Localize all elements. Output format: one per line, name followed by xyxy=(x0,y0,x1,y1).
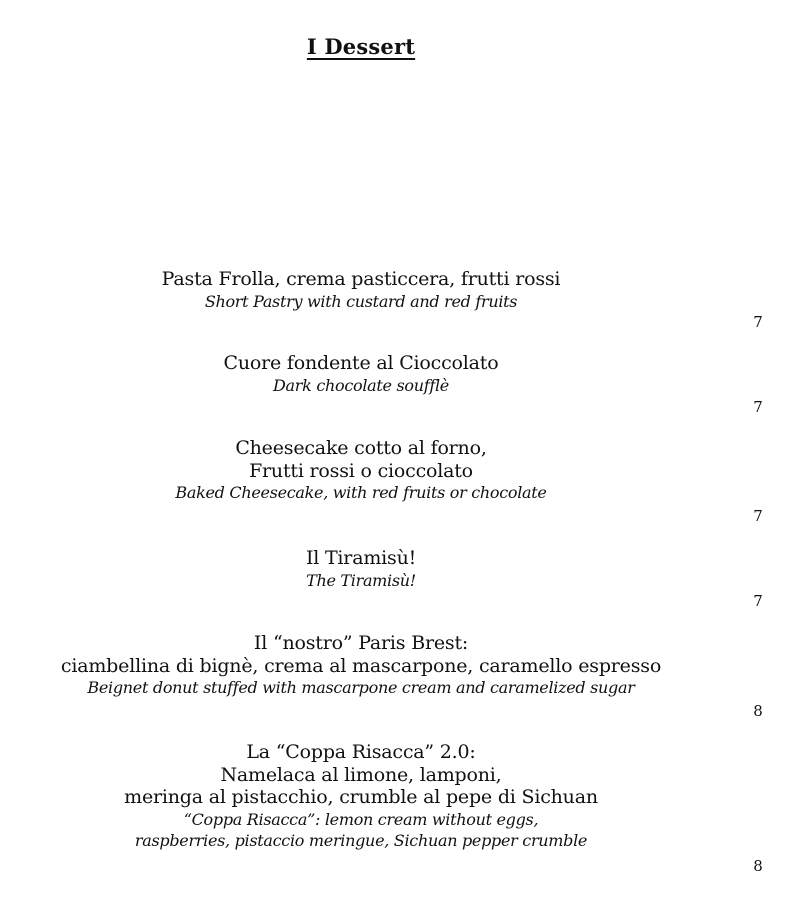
italian-name: Il “nostro” Paris Brest: xyxy=(253,632,469,654)
english-description: Short Pastry with custard and red fruits xyxy=(204,291,518,311)
price: 7 xyxy=(753,313,763,331)
price: 7 xyxy=(753,592,763,610)
menu-item-pasta-frolla xyxy=(0,268,722,312)
english-description: Beignet donut stuffed with mascarpone cream and caramelized sugar xyxy=(87,678,635,697)
italian-name: Pasta Frolla, crema pasticcera, frutti rossi xyxy=(161,268,561,290)
italian-name: Namelaca al limone, lamponi, xyxy=(220,763,502,786)
english-description: Dark chocolate soufflè xyxy=(273,375,449,395)
english-description: “Coppa Risacca”: lemon cream without eggs, xyxy=(183,809,539,829)
page-title: I Dessert xyxy=(306,34,416,59)
price: 8 xyxy=(753,702,763,720)
italian-name: Cuore fondente al Cioccolato xyxy=(223,352,499,374)
italian-name: ciambellina di bignè, crema al mascarpone, caramello espresso xyxy=(60,654,662,677)
menu-item-tiramisu xyxy=(0,547,722,591)
price: 8 xyxy=(753,857,763,875)
italian-name: La “Coppa Risacca” 2.0: xyxy=(246,741,476,763)
italian-name: meringa al pistacchio, crumble al pepe di Sichuan xyxy=(124,786,598,808)
italian-name: Il Tiramisù! xyxy=(305,547,417,569)
price: 7 xyxy=(753,507,763,525)
english-description: The Tiramisù! xyxy=(306,570,416,590)
menu-item-cuore-fondente xyxy=(0,352,722,396)
english-description: raspberries, pistaccio meringue, Sichuan pepper crumble xyxy=(134,830,588,850)
italian-name: Frutti rossi o cioccolato xyxy=(249,459,473,482)
italian-name: Cheesecake cotto al forno, xyxy=(235,437,487,459)
menu-item-cheesecake xyxy=(0,437,722,503)
price: 7 xyxy=(753,398,763,416)
menu-item-coppa-risacca xyxy=(0,741,722,851)
menu-item-paris-brest xyxy=(0,632,722,698)
english-description: Baked Cheesecake, with red fruits or chocolate xyxy=(175,483,547,502)
